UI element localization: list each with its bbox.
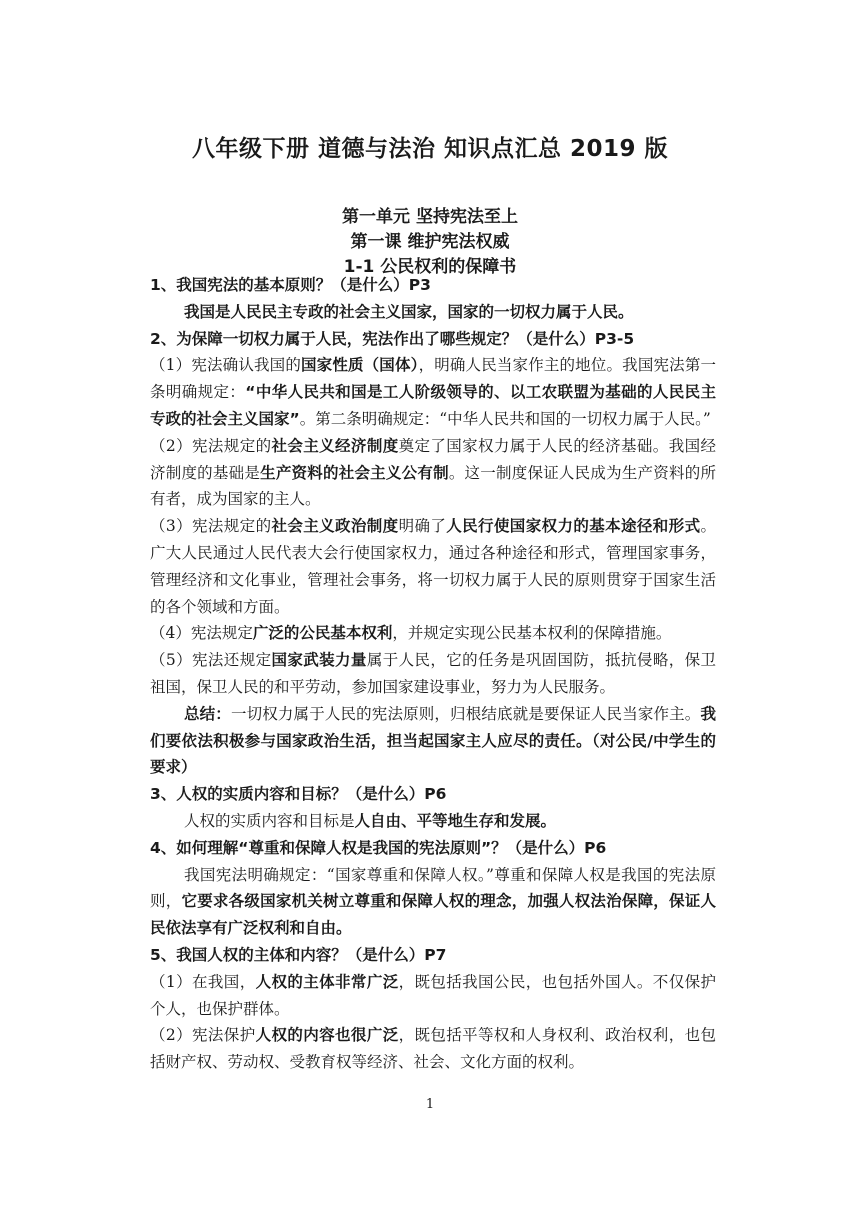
unit-heading: 第一单元 坚持宪法至上: [342, 207, 518, 227]
question-3: 3、人权的实质内容和目标？（是什么）P6: [150, 785, 447, 804]
page-title: 八年级下册 道德与法治 知识点汇总 2019 版: [191, 136, 669, 162]
lesson-heading: 第一课 维护宪法权威: [350, 232, 510, 252]
question-4: 4、如何理解“尊重和保障人权是我国的宪法原则”？（是什么）P6: [150, 838, 607, 857]
section-heading: 1-1 公民权利的保障书: [343, 257, 517, 277]
answer-1: 我国是人民民主专政的社会主义国家，国家的一切权力属于人民。: [184, 302, 634, 321]
question-1: 1、我国宪法的基本原则？（是什么）P3: [150, 276, 431, 294]
answer-2-summary: 总结：一切权力属于人民的宪法原则，归根结底就是要保证人民当家作主。我们要依法积极参与国家政治生活，担当起国家主人应尽的责任。（对公民/中学生的要求）: [150, 704, 716, 777]
answer-2-item-2: （2）宪法规定的社会主义经济制度奠定了国家权力属于人民的经济基础。我国经济制度的基础是生产资料的社会主义公有制。这一制度保证人民成为生产资料的所有者，成为国家的主人。: [150, 436, 716, 509]
answer-2-item-5: （5）宪法还规定国家武装力量属于人民，它的任务是巩固国防，抵抗侵略，保卫祖国，保卫人民的和平劳动，参加国家建设事业，努力为人民服务。: [150, 651, 716, 696]
document-body: [150, 272, 716, 1076]
answer-2-item-1: （1）宪法确认我国的国家性质（国体），明确人民当家作主的地位。我国宪法第一条明确规定：“中华人民共和国是工人阶级领导的、以工农联盟为基础的人民民主专政的社会主义国家”。第二条明确规定：“中华人民共和国的一切权力属于人民。”: [150, 356, 716, 428]
answer-4: 我国宪法明确规定：“国家尊重和保障人权。”尊重和保障人权是我国的宪法原则，它要求各级国家机关树立尊重和保障人权的理念，加强人权法治保障，保证人民依法享有广泛权利和自由。: [150, 865, 716, 938]
answer-3: 人权的实质内容和目标是人自由、平等地生存和发展。: [184, 811, 557, 830]
answer-5-item-1: （1）在我国，人权的主体非常广泛，既包括我国公民，也包括外国人。不仅保护个人，也保护群体。: [150, 972, 716, 1018]
answer-2-item-4: （4）宪法规定广泛的公民基本权利，并规定实现公民基本权利的保障措施。: [150, 624, 672, 643]
answer-5-item-2: （2）宪法保护人权的内容也很广泛，既包括平等权和人身权利、政治权利，也包括财产权、劳动权、受教育权等经济、社会、文化方面的权利。: [150, 1026, 716, 1072]
question-2: 2、为保障一切权力属于人民，宪法作出了哪些规定？（是什么）P3-5: [150, 329, 635, 348]
answer-2-item-3: （3）宪法规定的社会主义政治制度明确了人民行使国家权力的基本途径和形式。广大人民通过人民代表大会行使国家权力，通过各种途径和形式，管理国家事务，管理经济和文化事业，管理社会事务，将一切权力属于人民的原则贯穿于国家生活的各个领域和方面。: [150, 517, 716, 616]
question-5: 5、我国人权的主体和内容？（是什么）P7: [150, 945, 447, 964]
page-number: 1: [425, 1097, 435, 1112]
